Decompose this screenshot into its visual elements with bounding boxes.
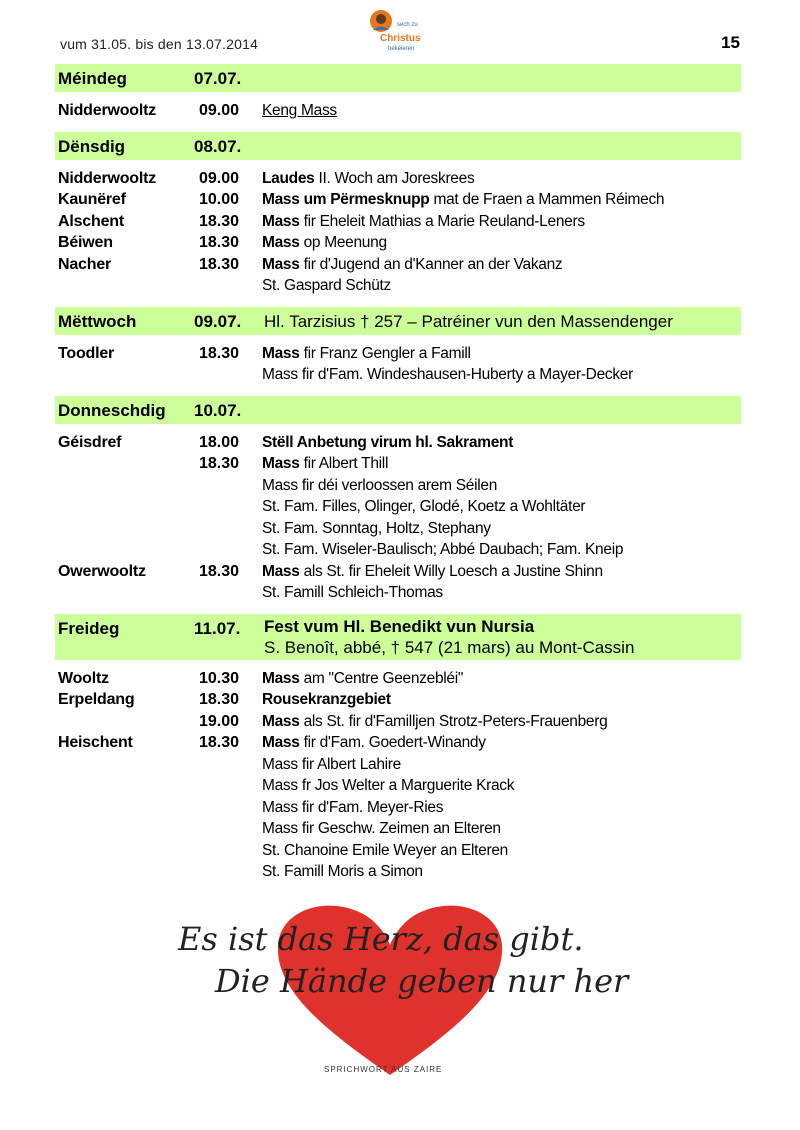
day-name: Freideg <box>58 618 120 638</box>
page-header <box>0 0 800 62</box>
mass-description <box>262 668 463 690</box>
mass-description <box>262 840 508 862</box>
description-segment: Mass <box>262 562 300 580</box>
place-name: Géisdref <box>58 433 122 451</box>
schedule-row <box>55 168 741 190</box>
schedule-row <box>55 797 741 819</box>
mass-description <box>262 189 664 211</box>
mass-description <box>262 754 401 776</box>
quote-line-2: Die Hände geben nur her <box>215 962 629 1000</box>
mass-description <box>262 518 491 540</box>
day-entries <box>55 424 741 608</box>
schedule-row <box>55 189 741 211</box>
schedule-row <box>55 861 741 883</box>
mass-time: 18.30 <box>198 691 239 708</box>
mass-description <box>262 689 391 711</box>
mass-description <box>262 539 623 561</box>
description-segment: Mass fr Jos Welter a Marguerite Krack <box>262 777 515 794</box>
description-segment: St. Fam. Wiseler-Baulisch; Abbé Daubach; Fam. Kneip <box>262 541 624 558</box>
schedule-row <box>55 668 741 690</box>
description-segment: fir Albert Thill <box>299 455 389 472</box>
day-header <box>55 614 741 660</box>
feast-title: Hl. Tarzisius † 257 – Patréiner vun den Massendenger <box>264 311 673 331</box>
header-date-range: vum 31.05. bis den 13.07.2014 <box>60 36 259 52</box>
description-segment: Mass <box>262 234 300 251</box>
mass-description <box>262 168 474 190</box>
schedule-row <box>55 232 741 254</box>
mass-time: 18.30 <box>198 455 239 472</box>
mass-description <box>262 453 388 475</box>
day-header <box>55 132 741 160</box>
place-name: Toodler <box>58 344 115 362</box>
place-name: Nidderwooltz <box>58 169 157 187</box>
parish-logo <box>364 8 422 62</box>
mass-time: 18.30 <box>198 234 239 251</box>
description-segment: fir Franz Gengler a Famill <box>299 344 471 362</box>
description-segment: Mass <box>262 669 300 687</box>
logo-bottom-text: bekéieren <box>388 46 415 52</box>
schedule-row <box>55 732 741 754</box>
description-segment: Mass fir déi verloossen arem Séilen <box>262 476 498 494</box>
description-segment: St. Famill Schleich-Thomas <box>262 584 443 601</box>
schedule-row <box>55 364 741 386</box>
mass-time: 19.00 <box>198 712 239 730</box>
description-segment: als St. fir Eheleit Willy Loesch a Justine Shinn <box>299 562 603 580</box>
description-segment: Mass <box>262 212 300 230</box>
day-name: Dënsdig <box>58 136 126 156</box>
day-header <box>55 307 741 335</box>
schedule-row <box>55 475 741 497</box>
mass-time: 18.30 <box>198 255 239 273</box>
description-segment: Laudes <box>262 169 315 187</box>
day-date: 09.07. <box>194 311 242 331</box>
place-name: Nacher <box>58 255 112 273</box>
feast-title: Fest vum Hl. Benedikt vun Nursia <box>264 616 535 636</box>
feast-subtitle: S. Benoît, abbé, † 547 (21 mars) au Mont-Cassin <box>264 637 635 657</box>
mass-description <box>262 797 443 819</box>
day-name: Méindeg <box>58 69 127 88</box>
place-name: Owerwooltz <box>58 562 146 580</box>
mass-time: 10.30 <box>198 669 239 687</box>
mass-description <box>262 732 486 754</box>
mass-time: 18.30 <box>198 344 239 362</box>
schedule-row <box>55 275 741 297</box>
schedule-row <box>55 432 741 454</box>
schedule-row <box>55 561 741 583</box>
place-name: Nidderwooltz <box>58 102 157 119</box>
place-name: Kaunëref <box>58 191 126 208</box>
description-segment: St. Gaspard Schütz <box>262 277 391 294</box>
mass-description <box>262 582 443 604</box>
place-name: Erpeldang <box>58 691 135 708</box>
description-segment: Keng Mass <box>262 102 337 119</box>
schedule-row <box>55 711 741 733</box>
schedule-row <box>55 818 741 840</box>
description-segment: St. Fam. Filles, Olinger, Glodé, Koetz a Wohltäter <box>262 498 586 515</box>
mass-description <box>262 496 585 518</box>
schedule-row <box>55 754 741 776</box>
description-segment: als St. fir d'Familljen Strotz-Peters-Frauenberg <box>299 712 608 730</box>
description-segment: Stëll Anbetung virum hl. Sakrament <box>262 433 514 451</box>
description-segment: Mass <box>262 712 300 730</box>
day-entries <box>55 160 741 301</box>
day-date: 07.07. <box>194 69 242 88</box>
description-segment: Rousekranzgebiet <box>262 691 391 708</box>
description-segment: Mass <box>262 734 300 751</box>
logo-main-text: Christus <box>380 33 421 44</box>
day-date: 08.07. <box>194 136 242 156</box>
description-segment: Mass fir d'Fam. Windeshausen-Huberty a Mayer-Decker <box>262 366 633 383</box>
description-segment: fir Eheleit Mathias a Marie Reuland-Leners <box>299 212 585 230</box>
schedule-row <box>55 453 741 475</box>
logo-top-text: sech zu <box>397 22 418 28</box>
description-segment: Mass fir Albert Lahire <box>262 755 401 773</box>
description-segment: fir d'Fam. Goedert-Winandy <box>299 734 486 751</box>
mass-description <box>262 561 603 583</box>
place-name: Heischent <box>58 734 133 751</box>
description-segment: St. Fam. Sonntag, Holtz, Stephany <box>262 519 491 537</box>
day-entries <box>55 660 741 887</box>
place-name: Béiwen <box>58 234 113 251</box>
schedule-row <box>55 343 741 365</box>
schedule-row <box>55 518 741 540</box>
description-segment: mat de Fraen a Mammen Réimech <box>429 191 665 208</box>
schedule-row <box>55 775 741 797</box>
mass-description <box>262 343 471 365</box>
mass-description <box>262 775 514 797</box>
mass-schedule <box>55 62 741 887</box>
schedule-row <box>55 211 741 233</box>
description-segment: II. Woch am Joreskrees <box>314 169 475 187</box>
mass-description <box>262 711 607 733</box>
schedule-row <box>55 840 741 862</box>
description-segment: Mass <box>262 344 300 362</box>
mass-time: 18.30 <box>198 734 239 751</box>
mass-time: 18.30 <box>198 562 239 580</box>
mass-description <box>262 432 513 454</box>
description-segment: fir d'Jugend an d'Kanner an der Vakanz <box>299 255 563 273</box>
day-header <box>55 396 741 424</box>
description-segment: Mass <box>262 455 300 472</box>
day-name: Mëttwoch <box>58 311 137 331</box>
mass-time: 18.00 <box>198 433 239 451</box>
logo-icon <box>364 8 422 62</box>
day-header <box>55 64 741 92</box>
description-segment: am "Centre Geenzebléi" <box>299 669 464 687</box>
mass-description <box>262 211 585 233</box>
day-date: 11.07. <box>194 618 241 638</box>
mass-description <box>262 232 387 254</box>
mass-description <box>262 100 337 122</box>
quote-line-1: Es ist das Herz, das gibt. <box>178 920 584 958</box>
description-segment: Mass um Përmesknupp <box>262 191 430 208</box>
place-name: Wooltz <box>58 669 109 687</box>
schedule-row <box>55 496 741 518</box>
description-segment: St. Famill Moris a Simon <box>262 863 423 880</box>
description-segment: Mass <box>262 255 300 273</box>
mass-time: 18.30 <box>198 212 239 230</box>
schedule-row <box>55 689 741 711</box>
quote-source: SPRICHWORT AUS ZAIRE <box>324 1065 443 1074</box>
schedule-row <box>55 254 741 276</box>
mass-description <box>262 861 423 883</box>
schedule-row <box>55 100 741 122</box>
description-segment: Mass fir d'Fam. Meyer-Ries <box>262 798 444 816</box>
mass-description <box>262 364 633 386</box>
description-segment: op Meenung <box>299 234 387 251</box>
description-segment: St. Chanoine Emile Weyer an Elteren <box>262 841 508 859</box>
description-segment: Mass fir Geschw. Zeimen an Elteren <box>262 820 501 837</box>
schedule-row <box>55 539 741 561</box>
mass-description <box>262 254 562 276</box>
mass-time: 10.00 <box>198 191 239 208</box>
page-number: 15 <box>721 33 740 52</box>
place-name: Alschent <box>58 212 124 230</box>
day-date: 10.07. <box>194 400 242 420</box>
mass-time: 09.00 <box>198 102 239 119</box>
schedule-row <box>55 582 741 604</box>
mass-description <box>262 275 391 297</box>
day-name: Donneschdig <box>58 400 166 420</box>
day-entries <box>55 92 741 126</box>
quote-graphic <box>160 890 629 1090</box>
day-entries <box>55 335 741 390</box>
mass-description <box>262 818 501 840</box>
mass-description <box>262 475 497 497</box>
mass-time: 09.00 <box>198 169 239 187</box>
